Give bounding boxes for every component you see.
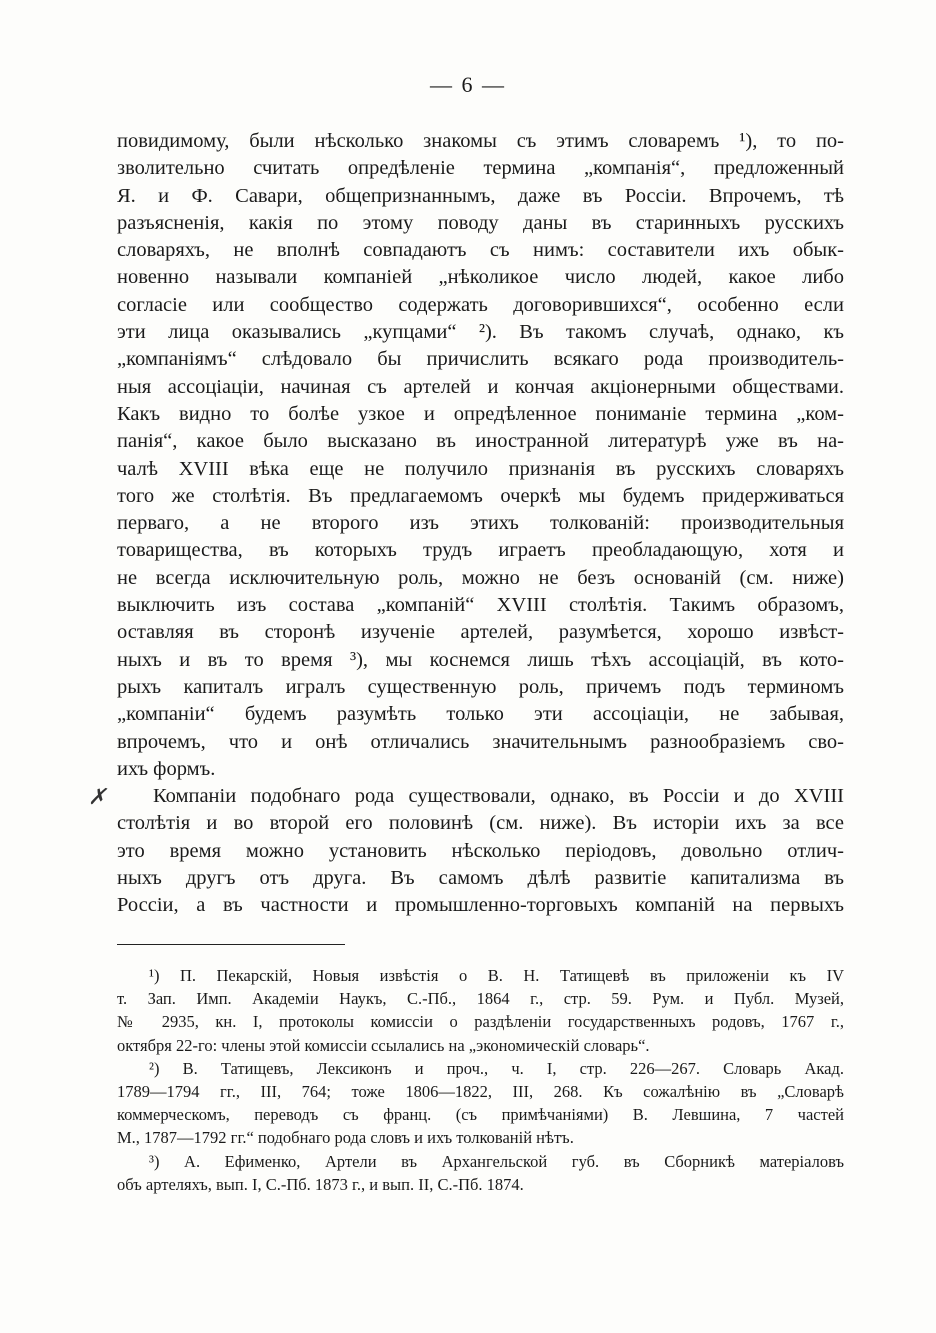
footnote-line: ³) А. Ефименко, Артели въ Архангельской губ. въ Сборникѣ матеріаловъ (149, 1151, 844, 1171)
text-line: Россіи, а въ частности и промышленно-торговыхъ компаній на первыхъ (117, 894, 844, 917)
text-line: „компаніи“ будемъ разумѣть только эти ассоціаціи, не забывая, (117, 703, 844, 726)
text-line: выключить изъ состава „компаній“ XVIII столѣтія. Такимъ образомъ, (117, 594, 844, 617)
main-text (117, 128, 844, 920)
text-line: это время можно установить нѣсколько періодовъ, довольно отлич- (117, 839, 844, 862)
text-line: ныхъ и въ то время ³), мы коснемся лишь тѣхъ ассоціацій, въ кото- (117, 648, 844, 671)
text-line: Я. и Ф. Савари, общепризнаннымъ, даже въ Россіи. Впрочемъ, тѣ (117, 184, 844, 207)
text-line: столѣтія и во второй его половинѣ (см. ниже). Въ исторіи ихъ за все (117, 812, 844, 835)
text-line: рыхъ капиталъ игралъ существенную роль, причемъ подъ терминомъ (117, 675, 844, 698)
text-line: Компаніи подобнаго рода существовали, однако, въ Россіи и до XVIII (153, 785, 844, 808)
text-line: словаряхъ, не вполнѣ совпадаютъ съ нимъ: составители ихъ обык- (117, 239, 844, 262)
text-line: зволительно считать опредѣленіе термина „компанія“, предложенный (117, 157, 844, 180)
footnote-divider (117, 944, 345, 945)
text-line: „компаніямъ“ слѣдовало бы причислить всякаго рода производитель- (117, 348, 844, 371)
text-line: ныхъ другъ отъ друга. Въ самомъ дѣлѣ развитіе капитализма въ (117, 867, 844, 890)
footnote-line: 1789—1794 гг., III, 764; тоже 1806—1822, III, 268. Къ сожалѣнію въ „Словарѣ (117, 1081, 844, 1101)
text-line: новенно называли компаніей „нѣколикое число людей, какое либо (117, 266, 844, 289)
footnote-line: объ артеляхъ, вып. I, С.-Пб. 1873 г., и вып. II, С.-Пб. 1874. (117, 1174, 524, 1194)
text-line: оставляя въ сторонѣ изученіе артелей, разумѣется, хорошо извѣст- (117, 621, 844, 644)
page-number: — 6 — (430, 72, 506, 97)
footnote-line: т. Зап. Имп. Академіи Наукъ, С.-Пб., 1864 г., стр. 59. Рум. и Публ. Музей, (117, 989, 844, 1009)
footnote-line: № 2935, кн. I, протоколы комиссіи о раздѣленіи государственныхъ родовъ, 1767 г., (117, 1012, 844, 1032)
text-line: разъясненія, какія по этому поводу даны въ старинныхъ русскихъ (117, 211, 844, 234)
text-line: ихъ формъ. (117, 757, 216, 780)
footnote-line: ¹) П. Пекарскій, Новыя извѣстія о В. Н. Татищевѣ въ приложеніи къ IV (149, 966, 844, 985)
footnote-line: октября 22-го: члены этой комиссіи ссылались на „экономическій словарь“. (117, 1035, 650, 1055)
text-line: впрочемъ, что и онѣ отличались значительнымъ разнообразіемъ сво- (117, 730, 844, 753)
text-line: Какъ видно то болѣе узкое и опредѣленное пониманіе термина „ком- (117, 402, 844, 425)
footnote-line: М., 1787—1792 гг.“ подобнаго рода словъ и ихъ толкованій нѣтъ. (117, 1128, 574, 1148)
text-line: товарищества, въ которыхъ трудъ играетъ преобладающую, хотя и (117, 539, 844, 562)
text-line: согласіе или сообщество содержать договорившихся“, особенно если (117, 293, 844, 316)
footnotes (117, 964, 844, 1196)
text-line: того же столѣтія. Въ предлагаемомъ очеркѣ мы будемъ придерживаться (117, 484, 844, 507)
margin-annotation-mark: ✗ (88, 784, 107, 809)
text-line: эти лица оказывались „купцами“ ²). Въ такомъ случаѣ, однако, къ (117, 321, 844, 344)
text-line: не всегда исключительную роль, можно не безъ основаній (см. ниже) (117, 566, 844, 589)
text-line: чалѣ XVIII вѣка еще не получило признанія въ русскихъ словаряхъ (117, 457, 844, 480)
footnote-line: коммерческомъ, переводъ съ франц. (съ примѣчаніями) В. Левшина, 7 частей (117, 1105, 844, 1125)
text-line: панія“, какое было высказано въ иностранной литературѣ уже въ на- (117, 430, 844, 453)
text-line: ныя ассоціаціи, начиная съ артелей и кончая акціонерными обществами. (117, 375, 844, 398)
text-line: перваго, а не второго изъ этихъ толкованій: производительныя (117, 512, 844, 535)
text-line: повидимому, были нѣсколько знакомы съ этимъ словаремъ ¹), то по- (117, 130, 844, 152)
footnote-line: ²) В. Татищевъ, Лексиконъ и проч., ч. I, стр. 226—267. Словарь Акад. (149, 1058, 844, 1078)
